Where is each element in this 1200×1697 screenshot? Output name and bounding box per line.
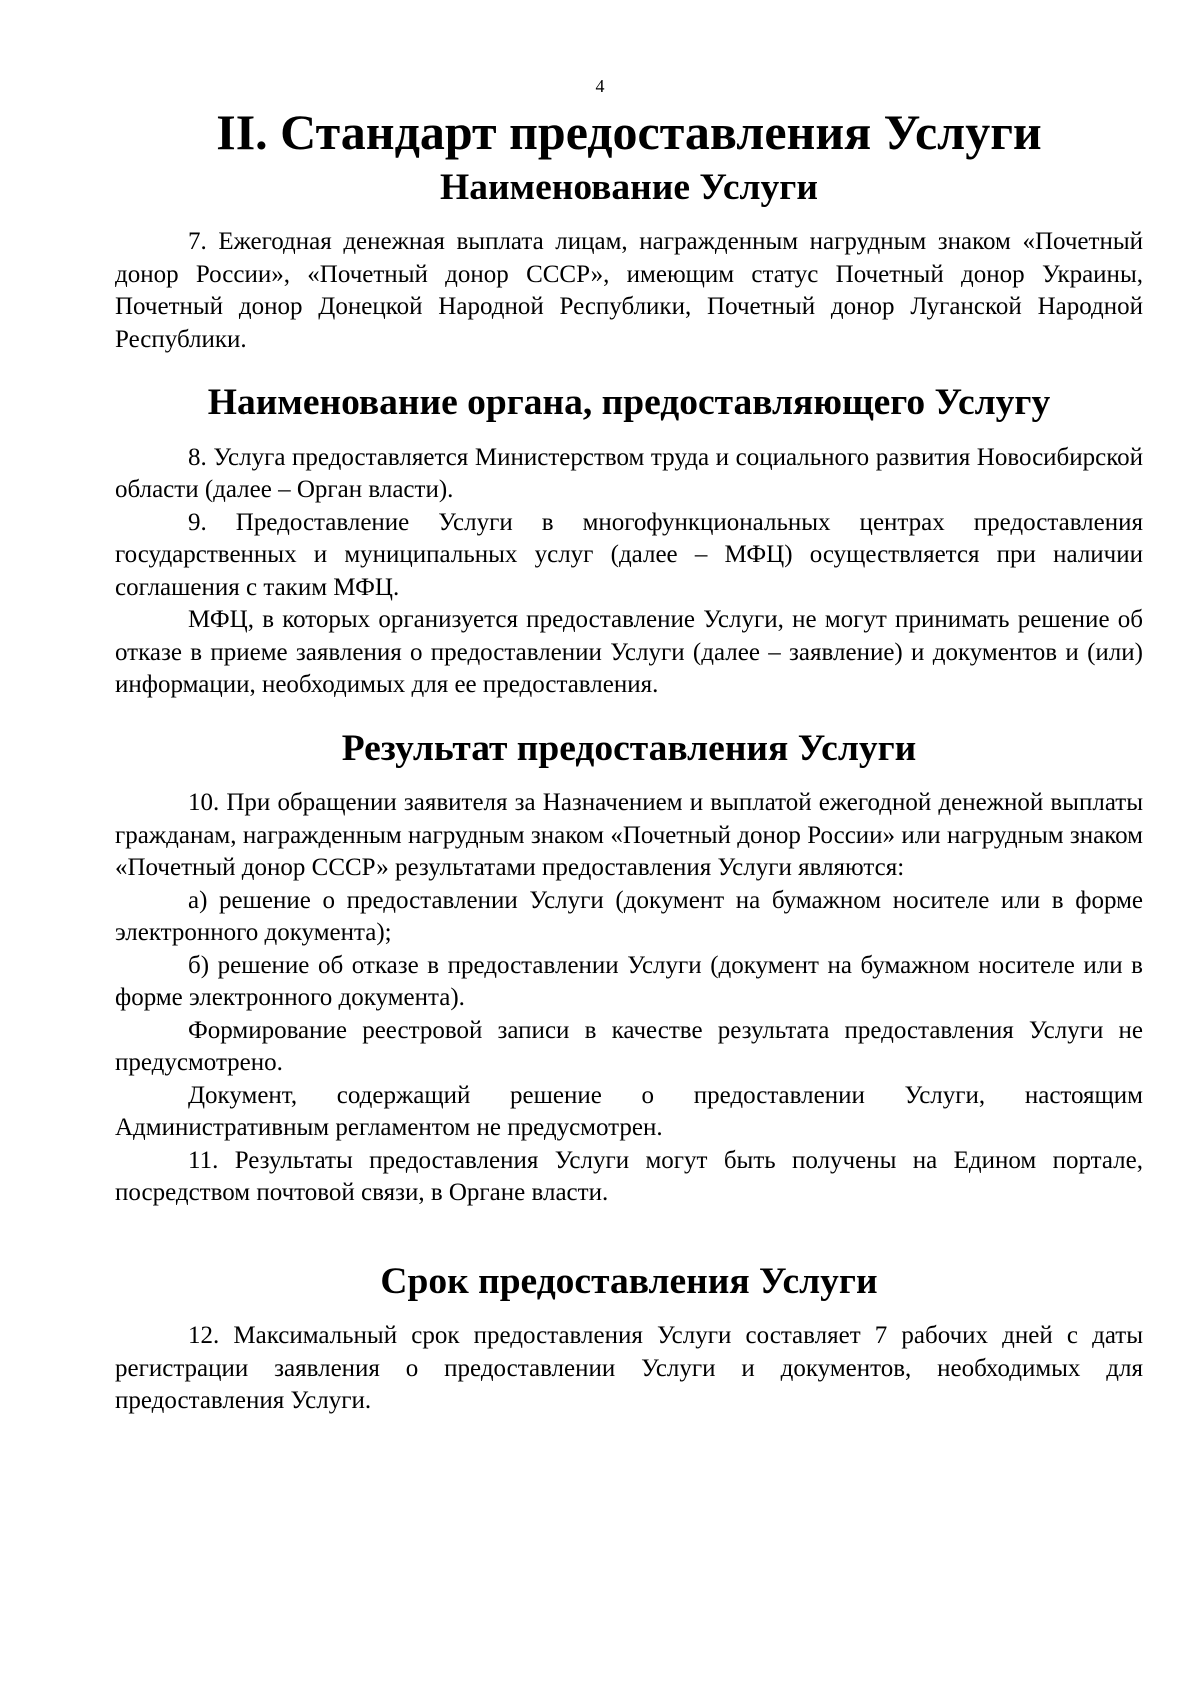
document-body <box>115 104 1143 1418</box>
paragraph-10-a: а) решение о предоставлении Услуги (документ на бумажном носителе или в форме электронного документа); <box>115 886 1143 946</box>
paragraph-12: 12. Максимальный срок предоставления Услуги составляет 7 рабочих дней с даты регистрации заявления о предоставлении Услуги и документов, необходимых для предоставления Услуги. <box>115 1322 1143 1414</box>
heading-service-term: Срок предоставления Услуги <box>380 1260 878 1302</box>
heading-service-name: Наименование Услуги <box>440 166 818 208</box>
paragraph-9-continued: МФЦ, в которых организуется предоставление Услуги, не могут принимать решение об отказе в приеме заявления о предоставлении Услуги (далее – заявление) и документов и (или) информации, необходимых для ее предоставления. <box>115 606 1143 698</box>
paragraph-10-document: Документ, содержащий решение о предоставлении Услуги, настоящим Административным регламентом не предусмотрен. <box>115 1081 1143 1141</box>
heading-providing-organ: Наименование органа, предоставляющего Услугу <box>207 382 1051 423</box>
paragraph-11: 11. Результаты предоставления Услуги могут быть получены на Едином портале, посредством почтовой связи, в Органе власти. <box>115 1146 1143 1206</box>
paragraph-10-registry: Формирование реестровой записи в качестве результата предоставления Услуги не предусмотрено. <box>115 1016 1143 1076</box>
paragraph-8: 8. Услуга предоставляется Министерством труда и социального развития Новосибирской области (далее – Орган власти). <box>115 443 1143 503</box>
paragraph-9: 9. Предоставление Услуги в многофункциональных центрах предоставления государственных и муниципальных услуг (далее – МФЦ) осуществляется при наличии соглашения с таким МФЦ. <box>115 508 1143 601</box>
section-title: II. Стандарт предоставления Услуги <box>216 104 1042 160</box>
paragraph-7: 7. Ежегодная денежная выплата лицам, награжденным нагрудным знаком «Почетный донор России», «Почетный донор СССР», имеющим статус Почетный донор Украины, Почетный донор Донецкой Народной Республики, Почетный донор Луганской Народной Республики. <box>115 228 1143 353</box>
paragraph-10: 10. При обращении заявителя за Назначением и выплатой ежегодной денежной выплаты гражданам, награжденным нагрудным знаком «Почетный донор России» или нагрудным знаком «Почетный донор СССР» результатами предоставления Услуги являются: <box>115 789 1143 881</box>
heading-service-result: Результат предоставления Услуги <box>341 727 917 769</box>
page-number: 4 <box>595 76 605 96</box>
paragraph-10-b: б) решение об отказе в предоставлении Услуги (документ на бумажном носителе или в форме электронного документа). <box>115 951 1143 1011</box>
